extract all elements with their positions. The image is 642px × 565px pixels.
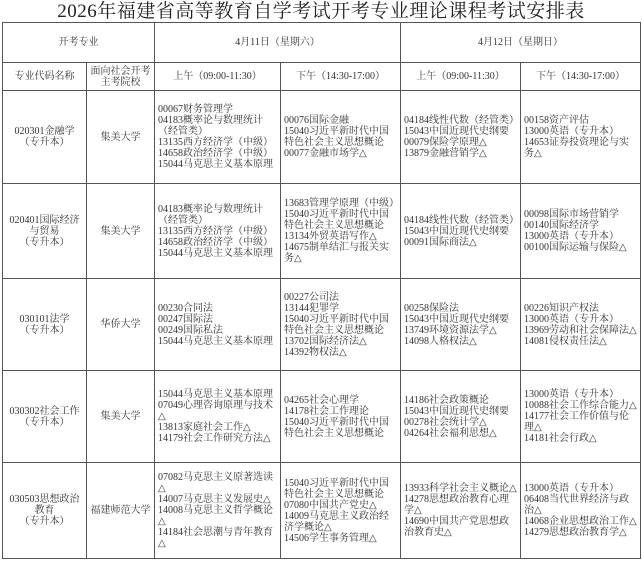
session-cell-d1-pm (281, 91, 401, 184)
course-item: 14186社会政策概论 (404, 394, 490, 406)
header-row-sessions (3, 63, 641, 91)
school-cell: 集美大学 (87, 91, 155, 184)
course-item: 14658政治经济学（中级） (158, 236, 273, 248)
course-item: 15040习近平新时代中国特色社会主义思想概论 (284, 126, 389, 148)
session-cell-d2-am (401, 184, 521, 279)
session-cell-d1-pm (281, 184, 401, 279)
course-item: 00226知识产权法 (524, 302, 600, 314)
course-item: 04265社会心理学 (284, 394, 359, 406)
course-item: 14007马克思主义发展史△ (158, 494, 271, 505)
table-row (3, 91, 641, 184)
major-level: （专升本） (19, 137, 70, 148)
course-item: 13134外贸英语写作△ (284, 231, 377, 242)
header-day2-pm: 下午（14:30-17:00） (521, 63, 641, 91)
course-item: 14506学生事务管理△ (284, 532, 377, 544)
course-item: 10088社会工作综合能力△ (524, 400, 637, 411)
major-cell (3, 91, 87, 184)
session-cell-d1-am (155, 184, 281, 279)
exam-schedule-table (2, 22, 641, 559)
session-cell-d2-pm (521, 184, 641, 279)
course-item: 00249国际私法 (158, 324, 223, 336)
course-item: 13144犯罪学 (284, 302, 339, 314)
course-item: 14177社会工作价值与伦理△ (524, 411, 630, 433)
course-item: 14008马克思主义哲学概论△ (158, 505, 273, 527)
table-row (3, 371, 641, 463)
major-level: （专升本） (19, 516, 70, 527)
course-item: 14179社会工作研究方法△ (158, 433, 271, 444)
course-item: 15040习近平新时代中国特色社会主义思想概论 (284, 313, 389, 336)
course-item: 13000英语（专升本） (524, 313, 620, 325)
course-item: 00230合同法 (158, 302, 213, 314)
school-cell: 集美大学 (87, 371, 155, 463)
course-item: 15044马克思主义基本原理 (158, 389, 273, 400)
course-item: 15040习近平新时代中国特色社会主义思想概论 (284, 416, 389, 439)
course-item: 13933科学社会主义概论△ (404, 483, 517, 494)
school-cell: 集美大学 (87, 184, 155, 279)
course-item: 14279思想政治教育学△ (524, 527, 627, 538)
header-day2: 4月12日（星期日） (401, 23, 641, 63)
course-item: 13000英语（专升本） (524, 483, 620, 494)
course-item: 00158资产评估 (524, 115, 590, 126)
table-row (3, 184, 641, 279)
course-item: 00076国际金融 (284, 115, 349, 126)
session-cell-d1-am (155, 371, 281, 463)
course-item: 14675制单结汇与报关实务△ (284, 242, 389, 264)
course-item: 14658政治经济学（中级） (158, 148, 273, 159)
course-item: 14068企业思想政治工作△ (524, 516, 637, 527)
session-cell-d1-am (155, 463, 281, 559)
header-major-group: 开考专业 (3, 23, 155, 63)
school-cell: 华侨大学 (87, 279, 155, 371)
header-day1: 4月11日（星期六） (155, 23, 401, 63)
course-item: 04184线性代数（经管类） (404, 214, 520, 226)
major-name: 020401国际经济与贸易 (9, 214, 80, 237)
course-item: 13879金融营销学△ (404, 148, 487, 159)
session-cell-d2-am (401, 91, 521, 184)
course-item: 14690中国共产党思想政治教育史△ (404, 516, 510, 538)
course-item: 13135西方经济学（中级） (158, 137, 273, 148)
course-item: 04184线性代数（经管类） (404, 115, 520, 126)
session-cell-d1-pm (281, 463, 401, 559)
course-item: 13000英语（专升本） (524, 389, 620, 400)
session-cell-d2-pm (521, 279, 641, 371)
course-item: 15043中国近现代史纲要 (404, 126, 510, 137)
course-item: 00091国际商法△ (404, 236, 477, 248)
course-item: 00100国际运输与保险△ (524, 242, 627, 253)
table-row (3, 279, 641, 371)
course-item: 13749环境资源法学△ (404, 324, 497, 336)
course-item: 00079保险学原理△ (404, 137, 487, 148)
major-name: 030302社会工作 (9, 405, 80, 417)
school-cell: 福建师范大学 (87, 463, 155, 559)
header-code-name: 专业代码名称 (3, 63, 87, 91)
session-cell-d2-am (401, 371, 521, 463)
course-item: 07049心理咨询原理与技术△ (158, 400, 273, 422)
session-cell-d2-pm (521, 371, 641, 463)
course-item: 14178社会工作理论 (284, 405, 369, 417)
course-item: 15044马克思主义基本原理 (158, 247, 273, 259)
course-item: 00098国际市场营销学 (524, 209, 620, 220)
major-cell (3, 371, 87, 463)
course-item: 00227公司法 (284, 291, 339, 303)
course-item: 15043中国近现代史纲要 (404, 225, 510, 237)
major-name: 030101法学 (19, 313, 70, 325)
major-cell (3, 463, 87, 559)
session-cell-d2-pm (521, 91, 641, 184)
header-row-dates (3, 23, 641, 63)
major-level: （专升本） (19, 236, 70, 248)
course-item: 13969劳动和社会保障法△ (524, 324, 637, 336)
session-cell-d1-pm (281, 371, 401, 463)
course-item: 13135西方经济学（中级） (158, 225, 273, 237)
course-item: 15043中国近现代史纲要 (404, 313, 510, 325)
course-item: 00278社会统计学△ (404, 416, 487, 428)
major-level: （专升本） (19, 324, 70, 336)
course-item: 07080中国共产党史△ (284, 499, 377, 511)
major-cell (3, 184, 87, 279)
course-item: 14181社会行政△ (524, 433, 597, 444)
course-item: 15043中国近现代史纲要 (404, 405, 510, 417)
major-level: （专升本） (19, 416, 70, 428)
course-item: 13813家庭社会工作△ (158, 422, 251, 433)
header-school: 面向社会开考主考院校 (87, 63, 155, 91)
session-cell-d1-pm (281, 279, 401, 371)
course-item: 15044马克思主义基本原理 (158, 159, 273, 170)
course-item: 06408当代世界经济与政治△ (524, 494, 630, 516)
course-item: 13000英语（专升本） (524, 126, 620, 137)
course-item: 14392物权法△ (284, 346, 347, 358)
course-item: 04183概率论与数理统计（经管类） (158, 203, 263, 226)
course-item: 00067财务管理学 (158, 104, 233, 115)
major-cell (3, 279, 87, 371)
table-row (3, 463, 641, 559)
course-item: 00247国际法 (158, 313, 213, 325)
course-item: 14184社会思潮与青年教育△ (158, 527, 273, 549)
course-item: 14081侵权责任法△ (524, 335, 607, 347)
course-item: 14653证券投资理论与实务△ (524, 137, 630, 159)
course-item: 04264社会福利思想△ (404, 427, 497, 439)
major-name: 020301金融学 (14, 126, 75, 137)
course-item: 04183概率论与数理统计（经管类） (158, 115, 263, 137)
course-item: 15044马克思主义基本原理 (158, 335, 273, 347)
course-item: 13000英语（专升本） (524, 231, 620, 242)
session-cell-d2-pm (521, 463, 641, 559)
course-item: 15040习近平新时代中国特色社会主义思想概论 (284, 209, 389, 231)
page-title: 2026年福建省高等教育自学考试开考专业理论课程考试安排表 (57, 1, 585, 22)
header-day1-am: 上午（09:00-11:30） (155, 63, 281, 91)
course-item: 14009马克思主义政治经济学概论△ (284, 510, 389, 533)
course-item: 00077金融市场学△ (284, 148, 367, 159)
course-item: 13683管理学原理（中级） (284, 198, 399, 209)
course-item: 07082马克思主义原著选读△ (158, 472, 273, 494)
course-item: 14098人格权法△ (404, 335, 477, 347)
session-cell-d2-am (401, 463, 521, 559)
major-name: 030503思想政治教育 (9, 494, 80, 516)
header-day1-pm: 下午（14:30-17:00） (281, 63, 401, 91)
session-cell-d1-am (155, 91, 281, 184)
course-item: 00140国际经济学 (524, 220, 600, 231)
course-item: 00258保险法 (404, 302, 460, 314)
session-cell-d2-am (401, 279, 521, 371)
course-item: 15040习近平新时代中国特色社会主义思想概论 (284, 477, 389, 500)
header-day2-am: 上午（09:00-11:30） (401, 63, 521, 91)
course-item: 14278思想政治教育心理学△ (404, 494, 510, 516)
course-item: 13702国际经济法△ (284, 335, 367, 347)
session-cell-d1-am (155, 279, 281, 371)
